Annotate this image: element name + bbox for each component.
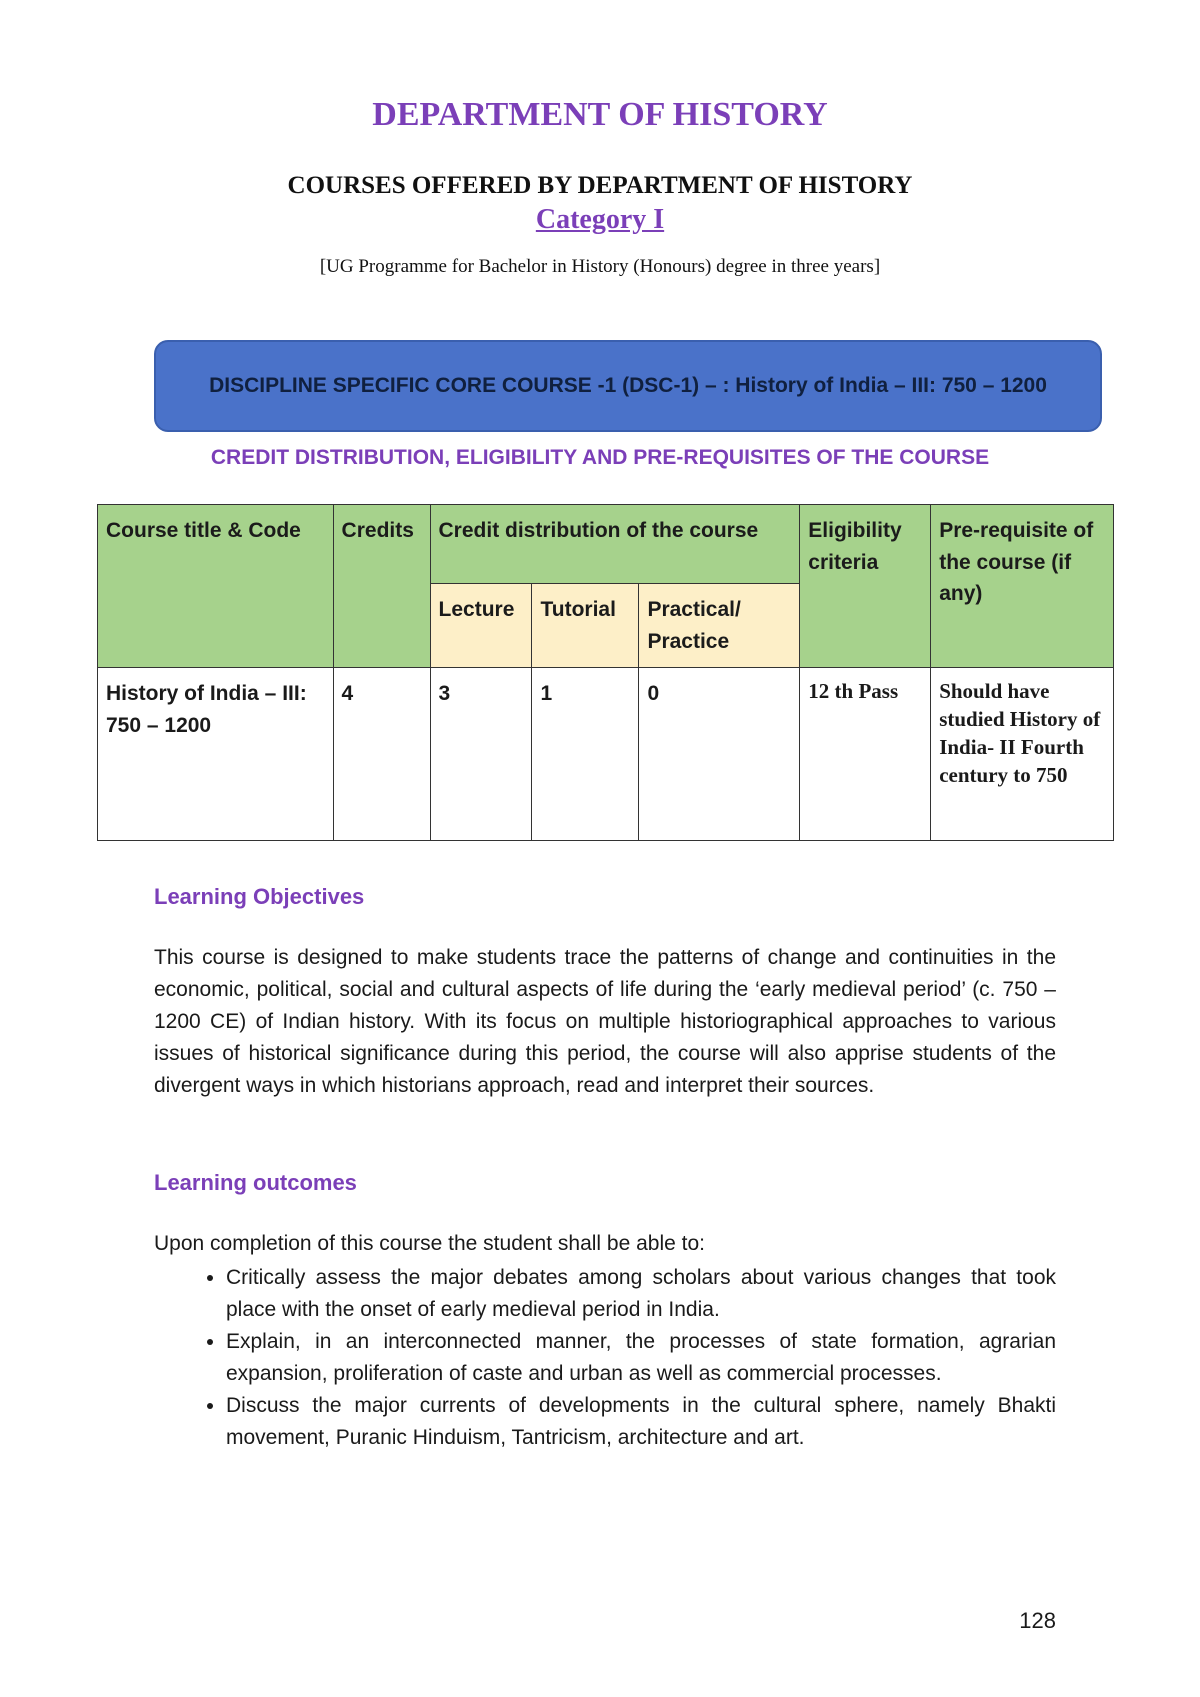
header-credits: Credits: [333, 505, 430, 668]
cell-credits: 4: [333, 668, 430, 841]
header-lecture: Lecture: [430, 584, 532, 668]
credit-distribution-table: [97, 504, 1114, 841]
table-header-row: [98, 505, 1114, 584]
header-course-title: Course title & Code: [98, 505, 334, 668]
header-credit-distribution: Credit distribution of the course: [430, 505, 800, 584]
learning-objectives-text: This course is designed to make students trace the patterns of change and continuities in the economic, political, social and cultural aspects of life during the ‘early medieval period’ (c. 750 – 1200 CE) of Indian history. With its focus on multiple historiographical approaches to various issues of historical significance during this period, the course will also apprise students of the divergent ways in which historians approach, read and interpret their sources.: [154, 946, 1056, 1097]
header-practical: Practical/ Practice: [639, 584, 800, 668]
header-eligibility: Eligibility criteria: [800, 505, 931, 668]
list-item: • Explain, in an interconnected manner, the processes of state formation, agrarian expansion, proliferation of caste and urban as well as commercial processes.: [226, 1326, 1056, 1390]
learning-objectives-title: Learning Objectives: [154, 884, 365, 909]
courses-offered-heading: COURSES OFFERED BY DEPARTMENT OF HISTORY: [287, 172, 913, 199]
page-number: 128: [1019, 1608, 1056, 1633]
course-banner: [154, 340, 1102, 432]
department-title: DEPARTMENT OF HISTORY: [372, 96, 828, 133]
learning-outcomes-intro: Upon completion of this course the student shall be able to:: [154, 1232, 706, 1255]
category-heading: Category I: [535, 204, 665, 235]
cell-eligibility: 12 th Pass: [800, 668, 931, 841]
cell-tutorial: 1: [532, 668, 639, 841]
learning-outcomes-list: [154, 1262, 1056, 1454]
table-row: [98, 668, 1114, 841]
learning-outcomes-title: Learning outcomes: [154, 1170, 357, 1195]
list-item: • Critically assess the major debates among scholars about various changes that took place with the onset of early medieval period in India.: [226, 1262, 1056, 1326]
cell-prerequisite: Should have studied History of India- II Fourth century to 750: [931, 668, 1114, 841]
programme-note: [UG Programme for Bachelor in History (Honours) degree in three years]: [319, 256, 881, 277]
list-item: • Discuss the major currents of developments in the cultural sphere, namely Bhakti movement, Puranic Hinduism, Tantricism, architecture and art.: [226, 1390, 1056, 1454]
course-banner-text: DISCIPLINE SPECIFIC CORE COURSE -1 (DSC-1) – : History of India – III: 750 – 1200: [209, 374, 1047, 397]
cell-course-title: History of India – III: 750 – 1200: [98, 668, 334, 841]
cell-practical: 0: [639, 668, 800, 841]
header-prerequisite: Pre-requisite of the course (if any): [931, 505, 1114, 668]
credit-distribution-heading: CREDIT DISTRIBUTION, ELIGIBILITY AND PRE-REQUISITES OF THE COURSE: [210, 446, 990, 469]
header-tutorial: Tutorial: [532, 584, 639, 668]
cell-lecture: 3: [430, 668, 532, 841]
